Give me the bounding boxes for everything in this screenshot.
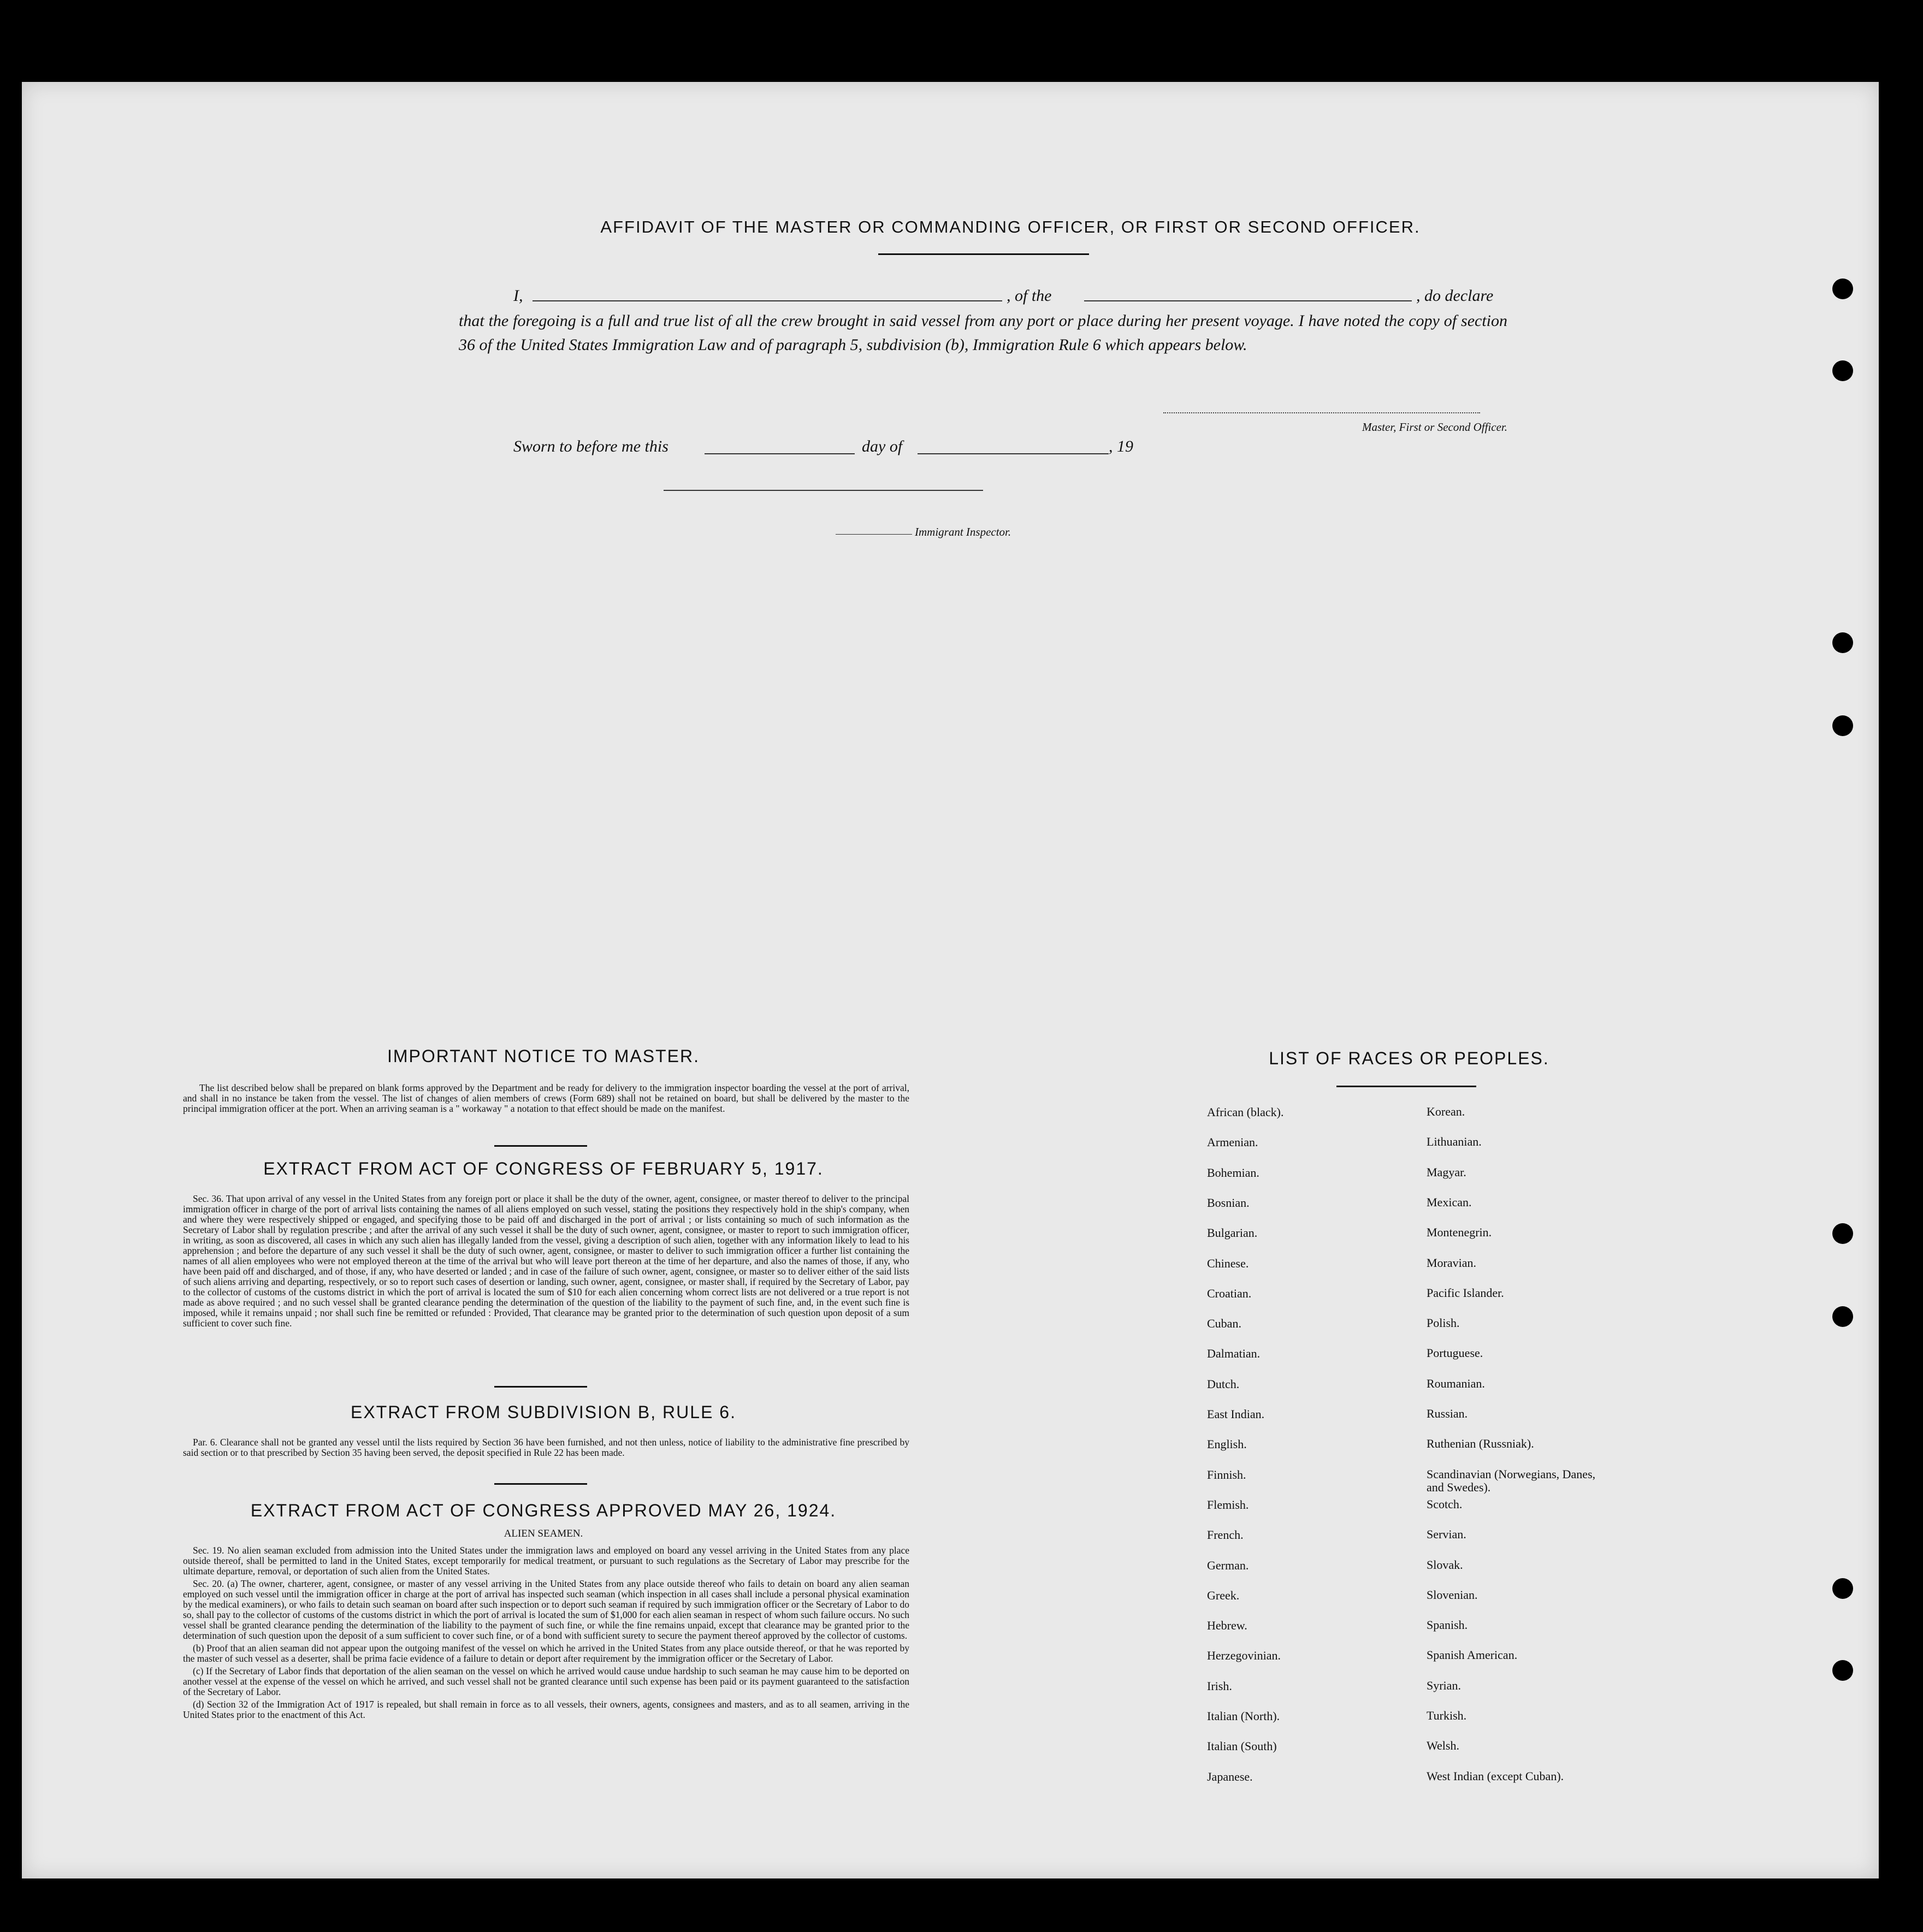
race-item: Lithuanian. bbox=[1427, 1135, 1482, 1149]
sec20a: Sec. 20. (a) The owner, charterer, agent, consignee, or master of any vessel arriving in the United States from any place outside thereof who fails to detain on board any alien seaman employed on such vessel until the immigration officer in charge at the port of arrival has inspected such seaman (which inspection in all cases shall include a personal physical examination by the medical examiners), or who fails to detain such seaman on board after such inspection or to deport such seaman if required by such immigration officer or the Secretary of Labor to do so, shall pay to the collector of customs of the customs district in which the port of arrival is located the sum of $1,000 for each alien seaman in respect of whom such failure occurs. No such vessel shall be granted clearance pending the determination of the liability to the payment of such fine, or while the fine remains unpaid, except that clearance may be granted prior to the determination of such question upon the deposit of a sum sufficient to cover such fine, or of a bond with sufficient surety to secure the payment thereof approved by the collector of customs. bbox=[183, 1578, 909, 1641]
race-item: Magyar. bbox=[1427, 1165, 1466, 1179]
race-item: Irish. bbox=[1207, 1679, 1232, 1693]
race-item: Roumanian. bbox=[1427, 1376, 1485, 1390]
race-item: Italian (South) bbox=[1207, 1739, 1277, 1753]
race-item: Spanish. bbox=[1427, 1618, 1468, 1632]
divider bbox=[494, 1483, 587, 1485]
inspector-caption: Immigrant Inspector. bbox=[915, 525, 1011, 538]
race-item: Polish. bbox=[1427, 1316, 1460, 1330]
divider bbox=[878, 253, 1089, 255]
race-item: French. bbox=[1207, 1528, 1244, 1542]
inspector-short-line bbox=[836, 534, 912, 535]
race-item: Bosnian. bbox=[1207, 1195, 1250, 1210]
punch-hole bbox=[1832, 1578, 1853, 1599]
race-item: Servian. bbox=[1427, 1527, 1466, 1542]
punch-hole bbox=[1832, 715, 1853, 736]
extract-1917-body: Sec. 36. That upon arrival of any vessel in the United States from any foreign port or place it shall be the duty of the owner, agent, consignee, or master thereof to deliver to the principal immigration officer in charge of the port of arrival lists containing the names of all aliens employed on such vessel, stating the positions they respectively hold in the ship's company, when and where they were respectively shipped or engaged, and specifying those to be paid off and discharged in the port of arrival ; or lists containing so much of such information as the Secretary of Labor shall by regulation prescribe ; and after the arrival of any such vessel it shall be the duty of such owner, agent, consignee, or master to report to such immigration officer, in writing, as soon as discovered, all cases in which any such alien has illegally landed from the vessel, giving a description of such alien, together with any information likely to lead to his apprehension ; and before the departure of any such vessel it shall be the duty of such owner, agent, consignee, or master to deliver to such immigration officer a further list containing the names of all alien employees who were not employed thereon at the time of the arrival but who will leave port thereon at the time of her departure, and also the names of those, if any, who have been paid off and discharged, and of those, if any, who have deserted or landed ; and in case of the failure of such owner, agent, consignee, or master so to deliver either of the said lists of such aliens arriving and departing, respectively, or so to report such cases of desertion or landing, such owner, agent, consignee, or master shall, if required by the Secretary of Labor, pay to the collector of customs of the customs district in which the port of arrival is located the sum of $10 for each alien concerning whom correct lists are not delivered or a true report is not made as above required ; and no such vessel shall be granted clearance pending the determination of the question of the liability to the payment of such fine, and, in the event such fine is imposed, while it remains unpaid ; nor shall such fine be remitted or refunded : Provided, That clearance may be granted prior to the determination of such question upon deposit of a sum sufficient to cover such fine. bbox=[183, 1193, 909, 1329]
race-item: Armenian. bbox=[1207, 1135, 1258, 1149]
sec19: Sec. 19. No alien seaman excluded from admission into the United States under the immigration laws and employed on board any vessel arriving in the United States from any place outside thereof, shall be permitted to land in the United States, except temporarily for medical treatment, or pursuant to such regulations as the Secretary of Labor may prescribe for the ultimate departure, removal, or deportation of such alien from the United States. bbox=[183, 1545, 909, 1577]
race-item: Spanish American. bbox=[1427, 1648, 1518, 1662]
affidavit-i: I, bbox=[513, 287, 523, 305]
extract-1924-subtitle: ALIEN SEAMEN. bbox=[504, 1528, 583, 1539]
sworn-year: , 19 bbox=[1109, 437, 1133, 455]
sworn-day-of: day of bbox=[862, 437, 903, 455]
race-item: Pacific Islander. bbox=[1427, 1285, 1504, 1300]
sec20c: (c) If the Secretary of Labor finds that deportation of the alien seaman on the vessel on which he arrived would cause undue hardship to such seaman he may cause him to be deported on another vessel at the expense of the vessel on which he arrived, and such vessel shall not be granted clearance until such expense has been paid or its payment guaranteed to the satisfaction of the Secretary of Labor. bbox=[183, 1666, 909, 1697]
affidavit-body: that the foregoing is a full and true list of all the crew brought in said vessel from any port or place during her present voyage. I have noted the copy of section 36 of the United States Immigration Law and of paragraph 5, subdivision (b), Immigration Rule 6 which appears below. bbox=[459, 312, 1507, 354]
race-item: Bohemian. bbox=[1207, 1165, 1259, 1180]
race-item: Croatian. bbox=[1207, 1286, 1252, 1300]
race-item: Korean. bbox=[1427, 1105, 1465, 1118]
signature-caption: Master, First or Second Officer. bbox=[1362, 420, 1507, 434]
sworn-prefix: Sworn to before me this bbox=[513, 437, 668, 455]
extract-rule6-body: Par. 6. Clearance shall not be granted any vessel until the lists required by Section 36 have been furnished, and not then unless, notice of liability to the administrative fine prescribed by said section or to that prescribed by Section 35 having been served, the deposit specified in Rule 22 has been made. bbox=[183, 1437, 909, 1458]
notice-title: IMPORTANT NOTICE TO MASTER. bbox=[387, 1046, 700, 1066]
extract-rule6-title: EXTRACT FROM SUBDIVISION B, RULE 6. bbox=[351, 1402, 736, 1422]
race-item: Italian (North). bbox=[1207, 1709, 1280, 1723]
divider bbox=[1336, 1086, 1476, 1087]
punch-hole bbox=[1832, 278, 1853, 299]
race-item: East Indian. bbox=[1207, 1407, 1265, 1421]
race-item: Dalmatian. bbox=[1207, 1347, 1261, 1361]
race-item: Montenegrin. bbox=[1427, 1225, 1492, 1240]
divider bbox=[494, 1145, 587, 1147]
signature-field[interactable] bbox=[1163, 412, 1480, 413]
punch-hole bbox=[1832, 1306, 1853, 1327]
race-item: Herzegovinian. bbox=[1207, 1649, 1281, 1663]
extract-1917-title: EXTRACT FROM ACT OF CONGRESS OF FEBRUARY 5, 1917. bbox=[263, 1159, 824, 1178]
punch-hole bbox=[1832, 360, 1853, 381]
race-item: Moravian. bbox=[1427, 1255, 1477, 1270]
race-item: Russian. bbox=[1427, 1407, 1468, 1420]
punch-hole bbox=[1832, 632, 1853, 653]
sworn-day-field[interactable] bbox=[705, 453, 855, 454]
extract-1924-title: EXTRACT FROM ACT OF CONGRESS APPROVED MAY 26, 1924. bbox=[250, 1501, 837, 1520]
race-item: Scotch. bbox=[1427, 1497, 1463, 1511]
race-item: German. bbox=[1207, 1558, 1249, 1572]
race-item: Scandinavian (Norwegians, Danes, and Swedes). bbox=[1427, 1467, 1596, 1494]
races-title: LIST OF RACES OR PEOPLES. bbox=[1269, 1048, 1549, 1068]
race-item: Bulgarian. bbox=[1207, 1226, 1258, 1240]
race-item: Finnish. bbox=[1207, 1467, 1246, 1481]
race-item: African (black). bbox=[1207, 1105, 1284, 1119]
race-item: Turkish. bbox=[1427, 1709, 1467, 1722]
race-item: Hebrew. bbox=[1207, 1619, 1247, 1633]
vessel-name-field[interactable] bbox=[1084, 300, 1412, 301]
race-item: Chinese. bbox=[1207, 1256, 1249, 1270]
race-item: Slovak. bbox=[1427, 1557, 1463, 1572]
inspector-signature-field[interactable] bbox=[664, 490, 983, 491]
sec20b: (b) Proof that an alien seaman did not appear upon the outgoing manifest of the vessel on which he arrived in the United States from any place outside thereof, or that he was reported by the master of such vessel as a deserter, shall be prima facie evidence of a failure to detain or deport after requirement by the immigration officer or the Secretary of Labor. bbox=[183, 1643, 909, 1664]
affidavit-declare: , do declare bbox=[1416, 287, 1494, 305]
race-item: English. bbox=[1207, 1437, 1247, 1451]
notice-body: The list described below shall be prepared on blank forms approved by the Department and be ready for delivery to the immigration inspector boarding the vessel at the port of arrival, and shall in no instance be taken from the vessel. The list of changes of alien members of crews (Form 689) shall not be retained on board, but shall be delivered by the master to the principal immigration officer at the port. When an arriving seaman is a " workaway " a notation to that effect should be made on the manifest. bbox=[183, 1082, 909, 1114]
affidavit-title: AFFIDAVIT OF THE MASTER OR COMMANDING OFFICER, OR FIRST OR SECOND OFFICER. bbox=[600, 217, 1421, 236]
race-item: West Indian (except Cuban). bbox=[1427, 1769, 1564, 1783]
race-item: Slovenian. bbox=[1427, 1587, 1478, 1602]
punch-hole bbox=[1832, 1223, 1853, 1244]
race-item: Flemish. bbox=[1207, 1497, 1249, 1512]
race-item: Cuban. bbox=[1207, 1317, 1241, 1331]
sworn-month-field[interactable] bbox=[918, 453, 1109, 454]
extract-1924-body bbox=[183, 1545, 909, 1720]
affidavit-of-the: , of the bbox=[1007, 287, 1052, 305]
race-item: Ruthenian (Russniak). bbox=[1427, 1437, 1534, 1451]
divider bbox=[494, 1386, 587, 1388]
race-item: Greek. bbox=[1207, 1588, 1240, 1602]
race-item: Portuguese. bbox=[1427, 1346, 1483, 1360]
race-item: Welsh. bbox=[1427, 1739, 1459, 1753]
race-item: Syrian. bbox=[1427, 1678, 1461, 1692]
master-name-field[interactable] bbox=[532, 300, 1002, 301]
punch-hole bbox=[1832, 1660, 1853, 1681]
race-item: Dutch. bbox=[1207, 1377, 1240, 1391]
race-item: Japanese. bbox=[1207, 1769, 1253, 1783]
race-item: Mexican. bbox=[1427, 1195, 1472, 1209]
sec20d: (d) Section 32 of the Immigration Act of 1917 is repealed, but shall remain in force as to all vessels, their owners, agents, consignees and masters, and as to all seamen, arriving in the United States prior to the enactment of this Act. bbox=[183, 1699, 909, 1720]
